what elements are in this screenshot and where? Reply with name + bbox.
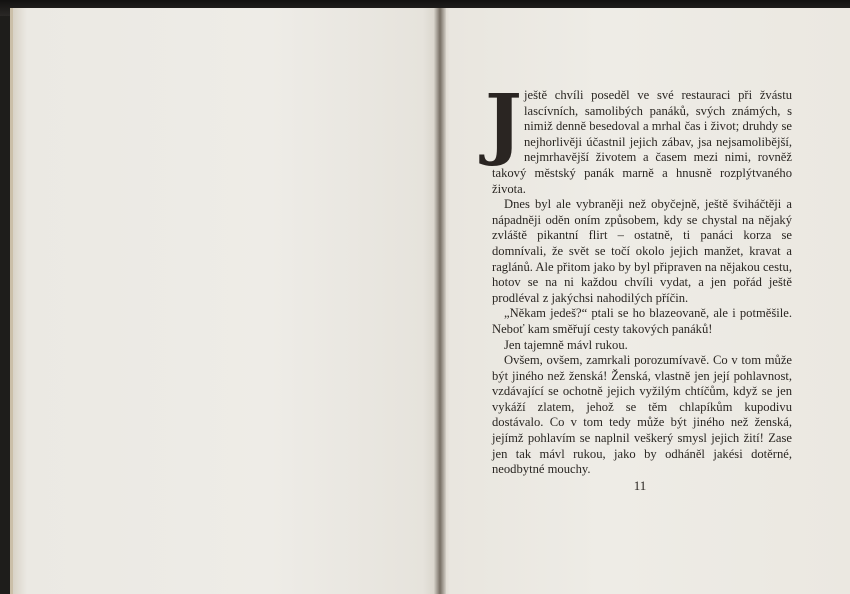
paragraph-5: Ovšem, ovšem, zamrkali porozumívavě. Co v tom může být jiného než ženská! Ženská, vlastně jen její pohlavnost, vzdávající se ochotně jejich vyžilým chtíčům, když se jen vykáží zlatem, jehož se těm chlapíkům kupodivu dostávalo. Co v tom tedy může být jiného než ženská, jejímž pohlavím se naplnil veškerý smysl jejich žití! Zase jen tak mávl rukou, jako by odháněl jakési dotěrné, neodbytné mouchy. <box>492 353 792 477</box>
chapter-text <box>485 78 792 478</box>
paragraph-3: „Někam jedeš?“ ptali se ho blazeovaně, ale i potměšile. Neboť kam směřují cesty takových panáků! <box>492 306 792 336</box>
left-page-blank <box>10 8 440 594</box>
drop-cap <box>485 78 522 169</box>
right-page <box>440 8 850 594</box>
drop-cap-letter: J <box>485 78 522 169</box>
book-spread <box>10 8 850 594</box>
page-number: 11 <box>633 478 647 493</box>
paragraph-4: Jen tajemně mávl rukou. <box>504 337 628 352</box>
paragraph-1: ještě chvíli poseděl ve své restauraci při žvástu lascívních, samolibých panáků, svých známých, s nimiž denně besedoval a mrhal čas i život; druhdy se nejhorlivěji účastnil jejich zábav, jsa nejsamolibější, nejmrhavější životem a časem mezi nimi, rovněž takový městský panák marně a hnusně rozplýtvaného života. <box>492 88 792 196</box>
book-spine <box>434 8 446 594</box>
paragraph-2: Dnes byl ale vybraněji než obyčejně, ještě šviháčtěji a nápadněji oděn oním způsobem, kdy se chystal na nějaký zvláště pikantní flirt – ostatně, ti panáci korza se domnívali, že svět se točí okolo jejich manžet, kravat a raglánů. Ale přitom jako by byl připraven na nějakou cestu, hotov se na ni každou chvíli vydat, a jen pořád ještě prodléval z jakýchsi nahodilých příčin. <box>492 197 792 305</box>
